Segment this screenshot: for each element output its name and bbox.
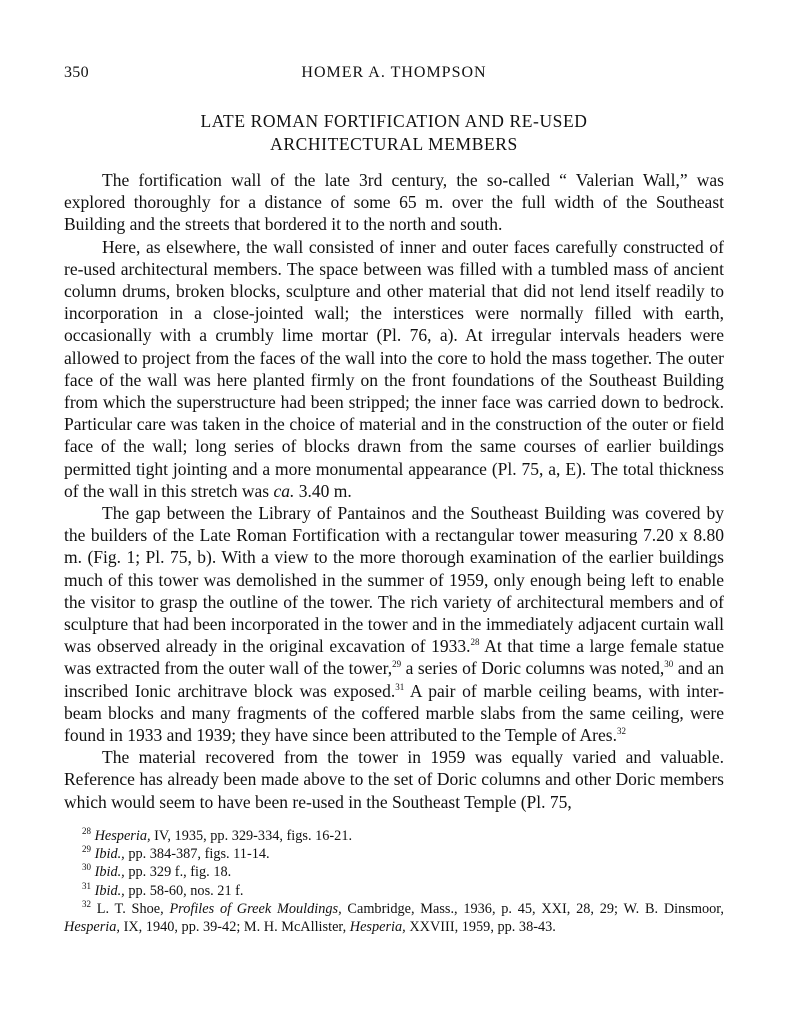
paragraph-2-text-b: 3.40 m. (298, 480, 352, 501)
footnote-32-text-a: L. T. Shoe, (91, 900, 170, 917)
footnote-32-text-d: XXVIII, 1959, pp. 38-43. (405, 918, 556, 935)
page-number: 350 (64, 64, 89, 81)
footnote-32-text-c: IX, 1940, pp. 39-42; M. H. McAllister, (120, 918, 350, 935)
paragraph-4 (64, 746, 724, 813)
footnote-32 (64, 900, 724, 936)
footnote-30 (64, 863, 724, 881)
footnote-32-book-title: Profiles of Greek Mouldings, (169, 900, 342, 917)
footnote-31-text: pp. 58-60, nos. 21 f. (124, 882, 244, 899)
body-text (64, 169, 724, 813)
section-title-line-1: LATE ROMAN FORTIFICATION AND RE-USED (200, 111, 588, 131)
paragraph-3-text-c: a series of Doric columns was noted, (401, 658, 665, 679)
section-title-line-2: ARCHITECTURAL MEMBERS (270, 134, 518, 154)
footnote-31-number: 31 (82, 880, 91, 891)
running-head-author: HOMER A. THOMPSON (301, 64, 487, 81)
footnote-31 (64, 882, 724, 900)
footnote-30-number: 30 (82, 862, 91, 873)
footnote-28 (64, 827, 724, 845)
footnote-ref-31[interactable]: 31 (395, 681, 405, 692)
footnote-29-text: pp. 384-387, figs. 11-14. (124, 846, 270, 863)
paragraph-3 (64, 502, 724, 746)
footnote-28-text: IV, 1935, pp. 329-334, figs. 16-21. (150, 827, 353, 844)
paragraph-1-text: The fortification wall of the late 3rd century, the so-called “ Valerian Wall,” was explored thoroughly for a distance of some 65 m. over the full width of the Southeast Building and the streets that bordered it to the north and south. (64, 170, 724, 235)
footnote-32-journal-1: Hesperia, (64, 918, 120, 935)
footnote-ref-29[interactable]: 29 (392, 659, 402, 670)
footnote-ref-30[interactable]: 30 (664, 659, 674, 670)
footnote-30-text: pp. 329 f., fig. 18. (124, 864, 232, 881)
paragraph-3-text-b: At that time a large female statue was extracted from the outer wall of the tower, (64, 636, 724, 679)
footnote-ref-28[interactable]: 28 (470, 637, 480, 648)
page (64, 64, 724, 936)
paragraph-3-text-a: The gap between the Library of Pantainos and the Southeast Building was covered by the builders of the Late Roman Fortification with a rectangular tower measuring 7.20 x 8.80 m. (Fig. 1; Pl. 75, b). With a view to the more thorough examination of the earlier buildings much of this tower was demolished in the summer of 1959, only enough being left to enable the visitor to grasp the outline of the tower. The rich variety of architectural members and of sculpture that had been incorporated in the tower and in the immediately adjacent curtain wall was observed already in the original excavation of 1933. (64, 503, 724, 657)
footnote-32-journal-2: Hesperia, (349, 918, 406, 935)
paragraph-2 (64, 236, 724, 502)
footnote-28-number: 28 (82, 826, 91, 837)
paragraph-3-text-d: and an inscribed Ionic architrave block was exposed. (64, 658, 724, 701)
footnote-29 (64, 845, 724, 863)
footnote-31-ibid: Ibid., (94, 882, 125, 899)
section-title (64, 110, 724, 156)
footnote-32-text-b: Cambridge, Mass., 1936, p. 45, XXI, 28, 29; W. B. Dinsmoor, (341, 900, 725, 917)
paragraph-4-text: The material recovered from the tower in 1959 was equally varied and valuable. Reference has already been made above to the set of Doric columns and other Doric members which would seem to have been re-used in the Southeast Temple (Pl. 75, (64, 747, 724, 812)
footnote-29-number: 29 (82, 844, 91, 855)
paragraph-1 (64, 169, 724, 236)
paragraph-3-text-e: A pair of marble ceiling beams, with inter-beam blocks and many fragments of the coffered marble slabs from the same ceiling, were found in 1933 and 1939; they have since been attributed to the Temple of Ares. (64, 680, 724, 746)
running-head (64, 64, 724, 86)
footnotes (64, 827, 724, 936)
footnote-30-ibid: Ibid., (94, 864, 125, 881)
footnote-28-journal: Hesperia, (94, 827, 151, 844)
paragraph-2-text-a: Here, as elsewhere, the wall consisted of inner and outer faces carefully constructed of re-used architectural members. The space between was filled with a tumbled mass of ancient column drums, broken blocks, sculpture and other material that did not lend itself readily to incorporation in a close-jointed wall; the interstices were normally filled with earth, occasionally with a crumbly lime mortar (Pl. 76, a). At irregular intervals headers were allowed to project from the faces of the wall into the core to hold the mass together. The outer face of the wall was here planted firmly on the front foundations of the Southeast Building from which the superstructure had been stripped; the inner face was carried down to bedrock. Particular care was taken in the choice of material and in the construction of the outer or field face of the wall; long series of blocks drawn from the same courses of earlier buildings permitted tight jointing and a more monumental appearance (Pl. 75, a, E). The total thickness of the wall in this stretch was (64, 236, 724, 501)
footnote-32-number: 32 (82, 898, 91, 909)
paragraph-2-circa: ca. (273, 480, 295, 501)
footnote-29-ibid: Ibid., (94, 846, 125, 863)
footnote-ref-32[interactable]: 32 (616, 726, 626, 737)
